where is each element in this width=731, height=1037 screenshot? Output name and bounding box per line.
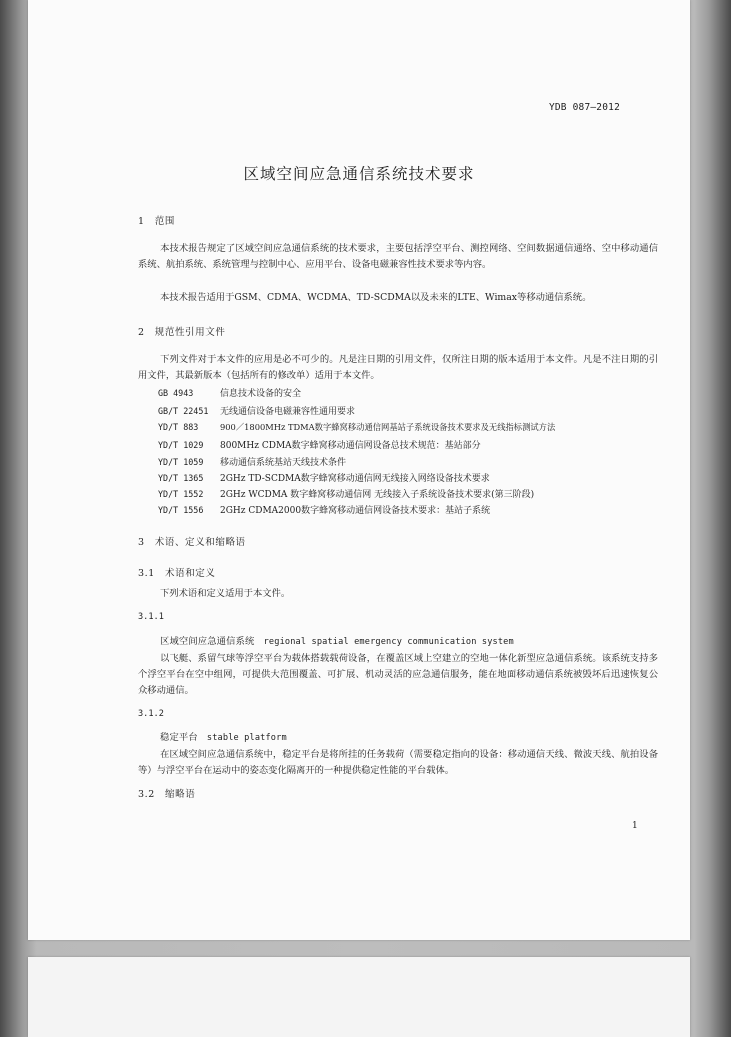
clause-3-1-2-number: 3.1.2 [138,709,164,719]
reference-item: YD/T 1029 800MHz CDMA数字蜂窝移动通信网设备总技术规范：基站部分 [158,440,481,451]
term-3-1-1-cn: 区域空间应急通信系统 [160,636,255,647]
term-3-1-2-cn: 稳定平台 [160,732,198,743]
section-3-1-intro: 下列术语和定义适用于本文件。 [160,588,291,599]
reference-item: YD/T 1365 2GHz TD-SCDMA数字蜂窝移动通信网无线接入网络设备技术要求 [158,473,490,484]
section-3-heading: 3 术语、定义和缩略语 [138,537,246,548]
reference-item: YD/T 1556 2GHz CDMA2000数字蜂窝移动通信网设备技术要求：基站子系统 [158,505,491,516]
section-2-heading: 2 规范性引用文件 [138,327,226,338]
term-3-1-2-en: stable platform [206,733,287,743]
reference-item: GB 4943 信息技术设备的安全 [158,388,302,399]
document-page [28,0,690,940]
term-3-1-1-en: regional spatial emergency communication system [263,637,514,647]
term-3-1-1-definition: 以飞艇、系留气球等浮空平台为载体搭载载荷设备，在覆盖区域上空建立的空地一体化新型应急通信系统。该系统支持多个浮空平台在空中组网，可提供大范围覆盖、可扩展、机动灵活的应急通信服务，能在地面移动通信系统被毁坏后迅速恢复公众移动通信。 [138,653,658,696]
reference-item: GB/T 22451 无线通信设备电磁兼容性通用要求 [158,406,356,417]
section-1-heading: 1 范围 [138,216,175,227]
section-1-paragraph-1: 本技术报告规定了区域空间应急通信系统的技术要求，主要包括浮空平台、测控网络、空间数据通信通络、空中移动通信系统、航拍系统、系统管理与控制中心、应用平台、设备电磁兼容性技术要求等内容。 [138,243,658,270]
term-3-1-1 [160,634,514,650]
page-number: 1 [632,821,638,831]
section-1-paragraph-2: 本技术报告适用于GSM、CDMA、WCDMA、TD-SCDMA以及未来的LTE、Wimax等移动通信系统。 [160,292,592,303]
section-2-intro: 下列文件对于本文件的应用是必不可少的。凡是注日期的引用文件，仅所注日期的版本适用于本文件。凡是不注日期的引用文件，其最新版本（包括所有的修改单）适用于本文件。 [138,354,658,381]
reference-item: YD/T 1552 2GHz WCDMA 数字蜂窝移动通信网 无线接入子系统设备技术要求(第三阶段) [158,489,535,500]
reference-item: YD/T 883 900／1800MHz TDMA数字蜂窝移动通信网基站子系统设备技术要求及无线指标测试方法 [158,422,556,432]
term-3-1-2-definition: 在区域空间应急通信系统中，稳定平台是将所挂的任务载荷（需要稳定指向的设备：移动通信天线、微波天线、航拍设备等）与浮空平台在运动中的姿态变化隔离开的一种提供稳定性能的平台载体。 [138,749,658,776]
next-page-top [28,957,690,1037]
standard-code: YDB 087—2012 [548,102,620,113]
clause-3-1-1-number: 3.1.1 [138,612,164,622]
reference-item: YD/T 1059 移动通信系统基站天线技术条件 [158,457,347,468]
section-3-1-heading: 3.1 术语和定义 [138,568,216,579]
section-3-2-heading: 3.2 缩略语 [138,789,196,800]
document-title: 区域空间应急通信系统技术要求 [243,165,475,183]
term-3-1-2 [160,730,287,746]
